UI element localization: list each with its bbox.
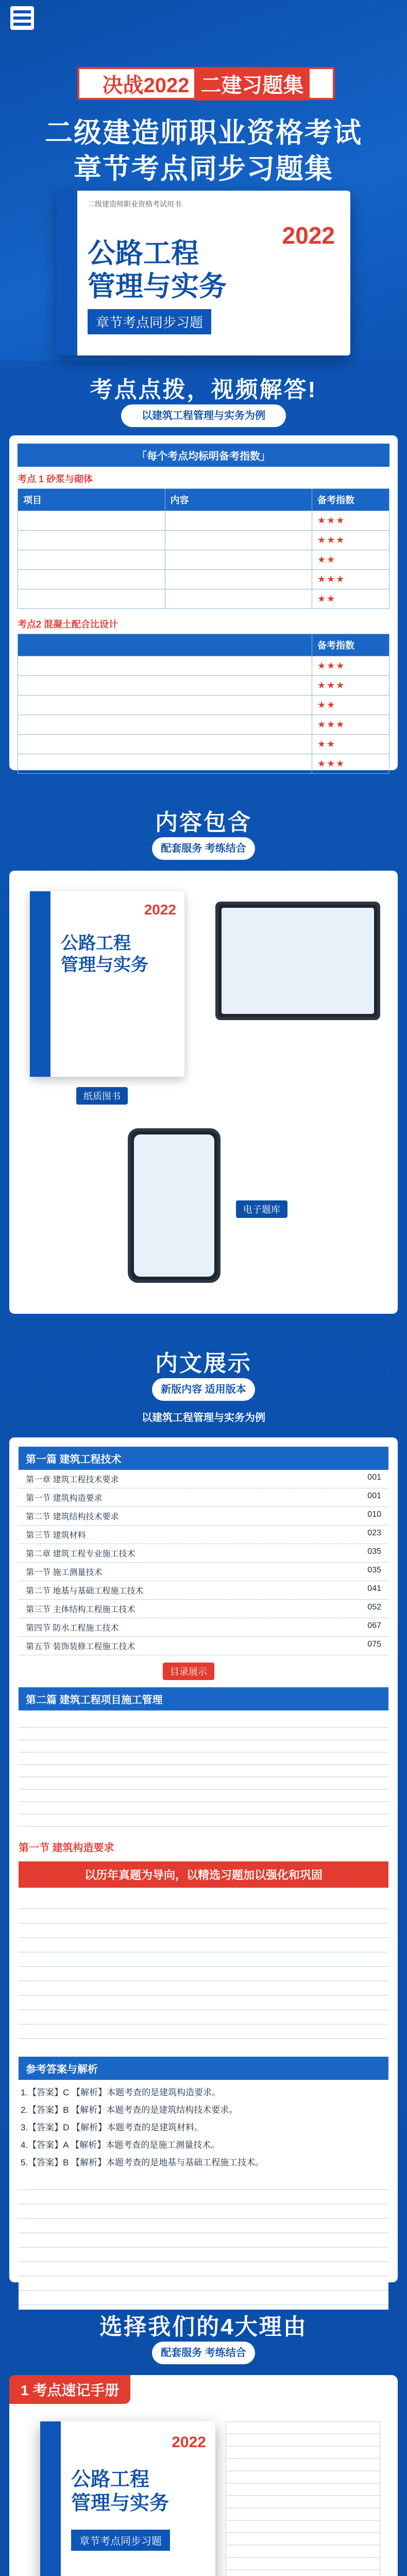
toc-item-title: 第一节 建筑构造要求 bbox=[26, 1494, 103, 1503]
s4-pill: 配套服务 考练结合 bbox=[152, 2342, 255, 2364]
toc-item-title: 第一节 施工测量技术 bbox=[26, 1568, 103, 1577]
star-rating: ★★★ bbox=[312, 676, 389, 696]
book-title-line1: 公路工程 bbox=[71, 2469, 150, 2490]
s2-card bbox=[9, 871, 398, 1314]
book-spine bbox=[40, 2421, 61, 2576]
cell bbox=[165, 550, 312, 570]
book-year: 2022 bbox=[172, 2434, 206, 2451]
toc-item-title: 第二节 建筑结构技术要求 bbox=[26, 1513, 119, 1521]
s4-heading: 选择我们的4大理由 bbox=[99, 2314, 308, 2340]
book-subtitle: 章节考点同步习题 bbox=[88, 309, 211, 334]
toc-item-page: 023 bbox=[367, 1529, 381, 1537]
s1-table bbox=[18, 488, 389, 609]
reason-1 bbox=[9, 2375, 398, 2576]
star-rating: ★★ bbox=[312, 550, 389, 570]
toc-item-page: 035 bbox=[367, 1547, 381, 1556]
book-title-line2: 管理与实务 bbox=[88, 271, 227, 302]
toc-item-page: 067 bbox=[367, 1621, 381, 1630]
toc-item-page: 075 bbox=[367, 1640, 381, 1649]
toc-item bbox=[19, 1563, 388, 1581]
caption-e-bank: 电子题库 bbox=[236, 1200, 287, 1218]
book-title-line2: 管理与实务 bbox=[61, 955, 148, 975]
book-title-line1: 公路工程 bbox=[61, 934, 131, 953]
table-row bbox=[18, 550, 389, 570]
s1-table2-title: 考点2 混凝土配合比设计 bbox=[18, 619, 118, 630]
s3-pill: 新版内容 适用版本 bbox=[152, 1378, 255, 1401]
cell bbox=[18, 570, 165, 589]
points-title: 第一节 建筑构造要求 bbox=[19, 1842, 114, 1854]
laptop-mockup bbox=[215, 902, 380, 1020]
hero-tag-left: 决战2022 bbox=[102, 74, 190, 97]
s1-banner: 「每个考点均标明备考指数」 bbox=[18, 444, 389, 467]
book-subtitle: 章节考点同步习题 bbox=[71, 2530, 170, 2551]
toc-list bbox=[19, 1470, 388, 1655]
book-title bbox=[61, 933, 148, 976]
toc-item bbox=[19, 1600, 388, 1618]
toc-item-page: 010 bbox=[367, 1510, 381, 1519]
answers-preview bbox=[19, 2176, 388, 2310]
table-row bbox=[18, 715, 389, 735]
reason-1-book bbox=[40, 2421, 215, 2576]
book-title-line1: 公路工程 bbox=[88, 238, 199, 269]
star-rating: ★★★ bbox=[312, 754, 389, 774]
table-row bbox=[18, 656, 389, 676]
toc-item-page: 052 bbox=[367, 1603, 381, 1612]
table-row bbox=[18, 676, 389, 696]
col-index: 备考指数 bbox=[312, 634, 389, 656]
book-year: 2022 bbox=[282, 222, 335, 249]
reason-1-tag: 1 考点速记手册 bbox=[9, 2375, 130, 2404]
toc-item bbox=[19, 1488, 388, 1507]
answers-title: 参考答案与解析 bbox=[19, 2057, 388, 2080]
book-year: 2022 bbox=[144, 902, 176, 918]
cell bbox=[18, 511, 165, 531]
toc-item-title: 第五节 装饰装修工程施工技术 bbox=[26, 1642, 135, 1651]
cell bbox=[18, 715, 312, 735]
book-cover bbox=[57, 191, 350, 355]
toc-item-page: 041 bbox=[367, 1584, 381, 1593]
brand-logo bbox=[10, 6, 34, 30]
toc-item-title: 第三节 建筑材料 bbox=[26, 1531, 86, 1540]
s1-card bbox=[9, 435, 398, 770]
star-rating: ★★★ bbox=[312, 570, 389, 589]
toc2-title: 第二篇 建筑工程项目施工管理 bbox=[19, 1687, 388, 1710]
toc-title: 第一篇 建筑工程技术 bbox=[19, 1447, 388, 1470]
table-row bbox=[18, 754, 389, 774]
toc-item bbox=[19, 1470, 388, 1488]
toc-badge: 目录展示 bbox=[163, 1663, 214, 1680]
star-rating: ★★★ bbox=[312, 715, 389, 735]
toc-item bbox=[19, 1544, 388, 1563]
table-row bbox=[18, 735, 389, 754]
phone-screen bbox=[134, 1134, 214, 1277]
answer-line: 3.【答案】D 【解析】本题考查的是建筑材料。 bbox=[21, 2123, 204, 2132]
col-content bbox=[18, 634, 312, 656]
s1-sub: 以建筑工程管理与实务为例 bbox=[121, 404, 286, 427]
star-rating: ★★ bbox=[312, 589, 389, 609]
table-row bbox=[18, 570, 389, 589]
col-content: 内容 bbox=[165, 489, 312, 511]
book-spine bbox=[30, 891, 50, 1077]
answer-line: 4.【答案】A 【解析】本题考查的是施工测量技术。 bbox=[21, 2140, 220, 2150]
star-rating: ★★★ bbox=[312, 656, 389, 676]
star-rating: ★★ bbox=[312, 735, 389, 754]
answer-line: 5.【答案】B 【解析】本题考查的是地基与基础工程施工技术。 bbox=[21, 2158, 264, 2167]
answer-line: 2.【答案】B 【解析】本题考查的是建筑结构技术要求。 bbox=[21, 2105, 238, 2115]
cell bbox=[18, 656, 312, 676]
s2-heading: 内容包含 bbox=[155, 810, 252, 835]
s3-sub: 以建筑工程管理与实务为例 bbox=[142, 1412, 265, 1423]
questions-preview bbox=[19, 1895, 388, 2049]
toc-item-title: 第一章 建筑工程技术要求 bbox=[26, 1476, 119, 1484]
star-rating: ★★★ bbox=[312, 511, 389, 531]
cell bbox=[18, 735, 312, 754]
toc-item bbox=[19, 1637, 388, 1655]
toc-item bbox=[19, 1526, 388, 1544]
caption-paper-book: 纸质图书 bbox=[76, 1087, 128, 1105]
book-title bbox=[71, 2468, 169, 2515]
table-row bbox=[18, 696, 389, 715]
toc-item-title: 第二节 地基与基础工程施工技术 bbox=[26, 1587, 144, 1596]
toc-item bbox=[19, 1507, 388, 1526]
table-row bbox=[18, 511, 389, 531]
toc-item-title: 第三节 主体结构工程施工技术 bbox=[26, 1605, 135, 1614]
paper-book bbox=[30, 891, 184, 1077]
toc-item-page: 035 bbox=[367, 1566, 381, 1574]
toc-item bbox=[19, 1618, 388, 1637]
cell bbox=[18, 589, 165, 609]
cell bbox=[165, 589, 312, 609]
hero-section bbox=[0, 0, 407, 361]
toc-item-title: 第四节 防水工程施工技术 bbox=[26, 1624, 119, 1633]
laptop-screen bbox=[222, 908, 374, 1014]
col-item: 项目 bbox=[18, 489, 165, 511]
band: 以历年真题为导向，以精选习题加以强化和巩固 bbox=[19, 1861, 388, 1888]
table-row bbox=[18, 531, 389, 550]
book-title bbox=[88, 237, 227, 303]
cell bbox=[18, 676, 312, 696]
text-preview bbox=[19, 1716, 388, 1834]
s1-table-title: 考点 1 砂浆与砌体 bbox=[18, 474, 93, 484]
col-index: 备考指数 bbox=[312, 489, 389, 511]
hero-title-line1: 二级建造师职业资格考试 bbox=[45, 117, 362, 148]
toc-item-page: 001 bbox=[367, 1473, 381, 1482]
phone-mockup bbox=[128, 1128, 221, 1283]
cell bbox=[18, 696, 312, 715]
table-row bbox=[18, 589, 389, 609]
hero-tag-right: 二建习题集 bbox=[194, 67, 310, 100]
s2-pill: 配套服务 考练结合 bbox=[152, 837, 255, 860]
star-rating: ★★ bbox=[312, 696, 389, 715]
star-rating: ★★★ bbox=[312, 531, 389, 550]
answer-line: 1.【答案】C 【解析】本题考查的是建筑构造要求。 bbox=[21, 2088, 221, 2097]
hero-tag bbox=[77, 67, 335, 100]
answers-list bbox=[19, 2080, 388, 2176]
toc-item-title: 第二章 建筑工程专业施工技术 bbox=[26, 1550, 135, 1558]
s1-heading: 考点点拨，视频解答! bbox=[90, 377, 317, 402]
s3-card bbox=[9, 1437, 398, 2282]
hero-title-line2: 章节考点同步习题集 bbox=[74, 154, 333, 184]
book-series: 二级建造师职业资格考试用书 bbox=[88, 200, 181, 208]
book-title-line2: 管理与实务 bbox=[71, 2493, 169, 2514]
cell bbox=[165, 570, 312, 589]
toc-item bbox=[19, 1581, 388, 1600]
s3-heading: 内文展示 bbox=[155, 1351, 252, 1376]
toc-item-page: 001 bbox=[367, 1492, 381, 1500]
book-spine bbox=[57, 191, 77, 355]
s1-table2 bbox=[18, 634, 389, 774]
cell bbox=[165, 531, 312, 550]
cell bbox=[18, 531, 165, 550]
reason-1-page bbox=[226, 2421, 380, 2576]
cell bbox=[18, 550, 165, 570]
cell bbox=[18, 754, 312, 774]
cell bbox=[165, 511, 312, 531]
